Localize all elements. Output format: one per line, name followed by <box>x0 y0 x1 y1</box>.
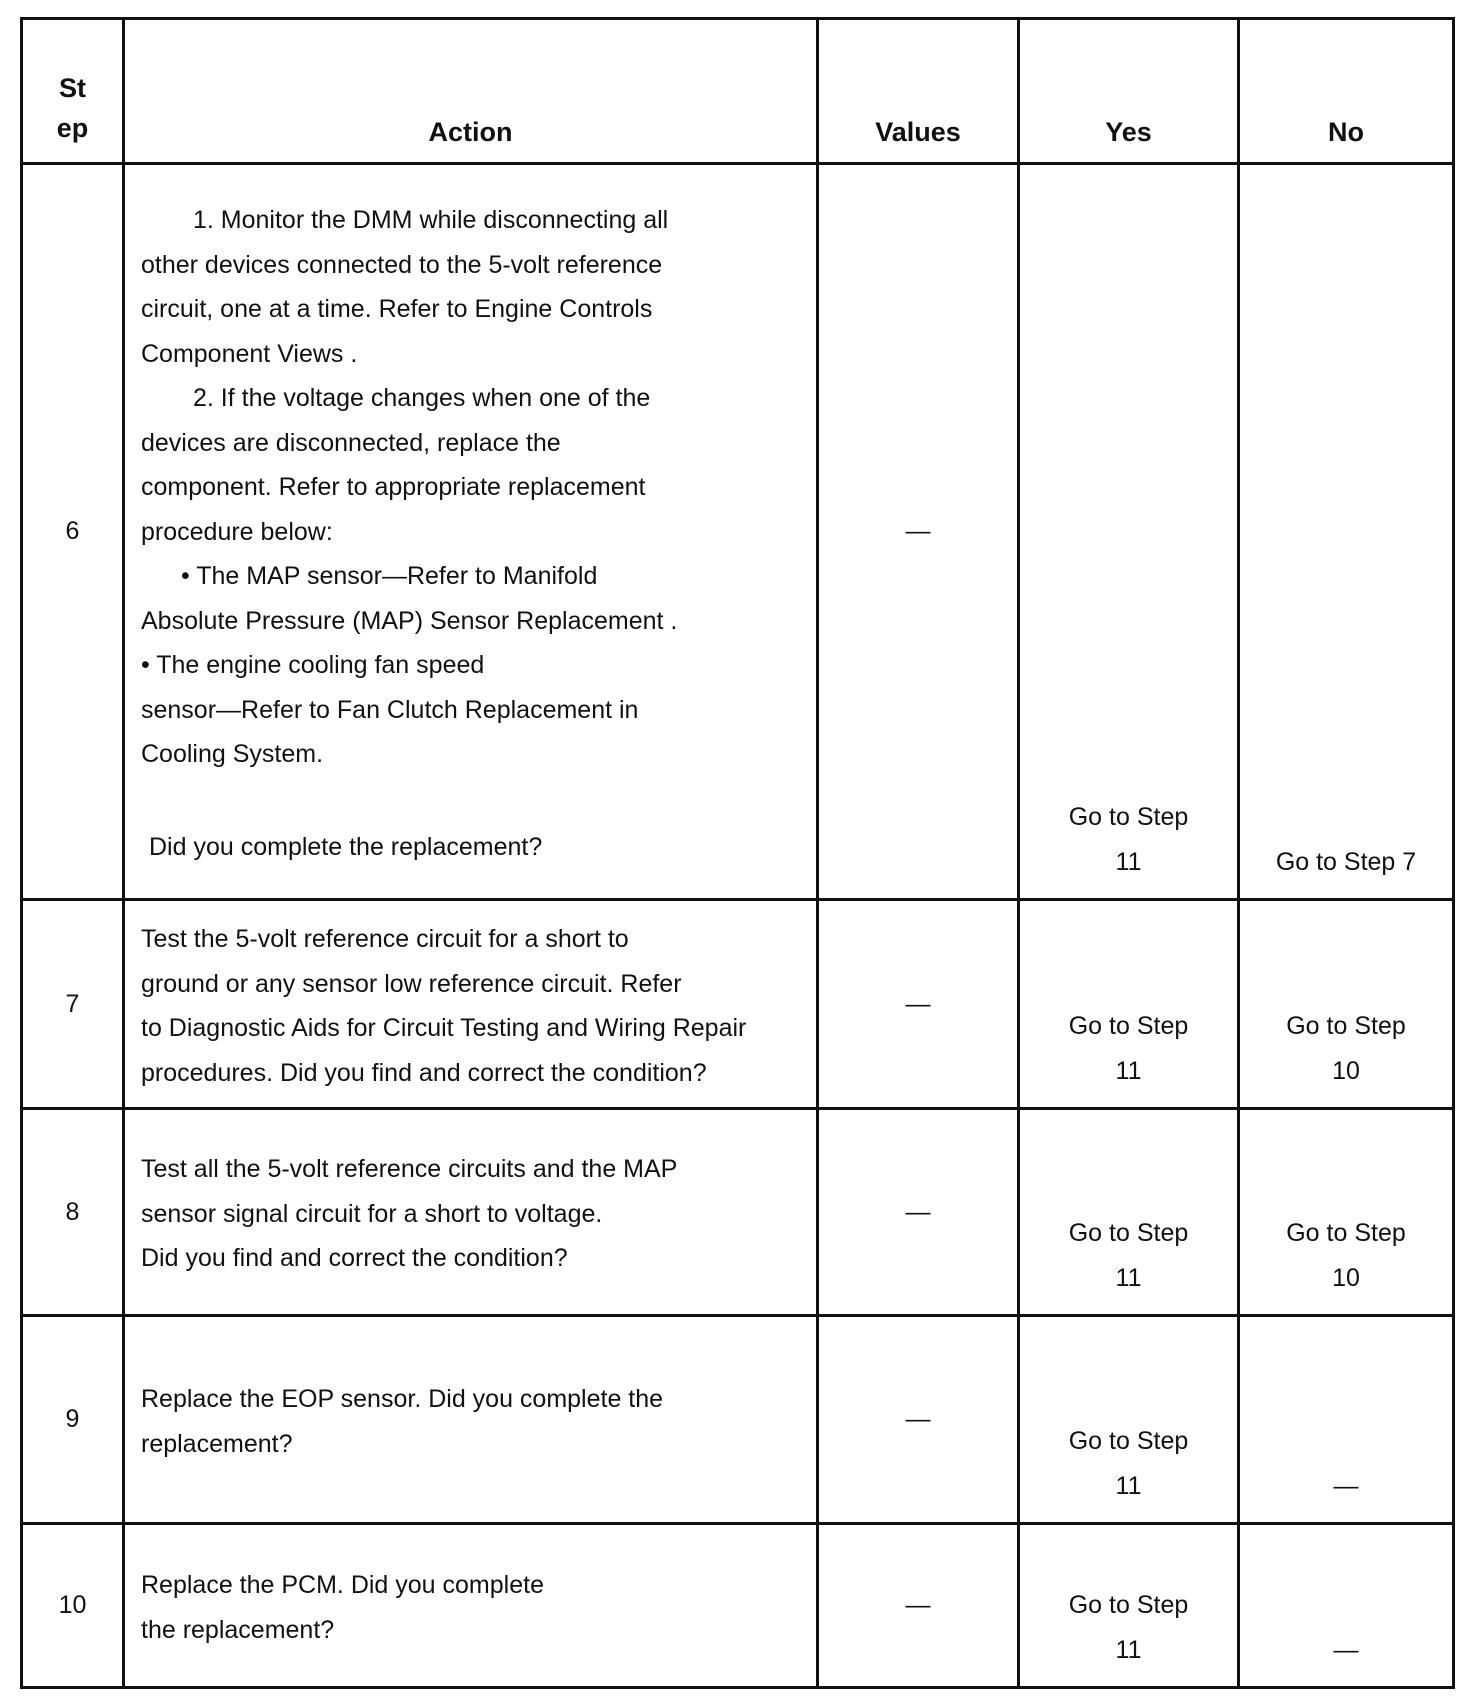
header-action: Action <box>124 19 818 164</box>
action-line: procedure below: <box>141 517 333 546</box>
no-cell: Go to Step 7 <box>1239 164 1454 900</box>
values-cell: — <box>818 1109 1019 1316</box>
table-row <box>22 900 1454 1109</box>
table-row <box>22 164 1454 900</box>
action-line: Component Views . <box>141 339 358 368</box>
action-line: component. Refer to appropriate replacement <box>141 473 646 501</box>
action-cell <box>124 164 818 900</box>
header-yes: Yes <box>1019 19 1239 164</box>
bullet-item: • The engine cooling fan speed <box>141 651 485 679</box>
action-line: 2. If the voltage changes when one of the <box>193 384 651 412</box>
action-cell: Test the 5-volt reference circuit for a short to ground or any sensor low reference circuit. Refer to Diagnostic Aids for Circuit Testing and Wiring Repair procedures. Did you find and correct the condition? <box>124 900 818 1109</box>
action-line: Cooling System. <box>141 740 324 768</box>
no-cell: Go to Step 10 <box>1239 900 1454 1109</box>
action-question: Did you complete the replacement? <box>149 832 543 861</box>
step-number: 9 <box>22 1316 124 1524</box>
action-cell: Replace the EOP sensor. Did you complete the replacement? <box>124 1316 818 1524</box>
no-cell: — <box>1239 1316 1454 1524</box>
header-values: Values <box>818 19 1019 164</box>
yes-cell: Go to Step 11 <box>1019 1316 1239 1524</box>
diagnostic-table <box>20 17 1455 1689</box>
bullet-item: • The MAP sensor—Refer to Manifold <box>181 562 598 590</box>
values-cell: — <box>818 900 1019 1109</box>
action-line: sensor—Refer to Fan Clutch Replacement in <box>141 695 639 724</box>
action-line: 1. Monitor the DMM while disconnecting all <box>193 206 669 234</box>
no-cell: — <box>1239 1524 1454 1688</box>
action-cell: Replace the PCM. Did you complete the replacement? <box>124 1524 818 1688</box>
no-cell: Go to Step 10 <box>1239 1109 1454 1316</box>
values-cell: — <box>818 1316 1019 1524</box>
step-number: 8 <box>22 1109 124 1316</box>
values-cell: — <box>818 1524 1019 1688</box>
header-step: St ep <box>22 19 124 164</box>
step-number: 10 <box>22 1524 124 1688</box>
table-row <box>22 1524 1454 1688</box>
header-no: No <box>1239 19 1454 164</box>
yes-cell: Go to Step 11 <box>1019 900 1239 1109</box>
action-line: Absolute Pressure (MAP) Sensor Replacement . <box>141 606 678 635</box>
step-number: 7 <box>22 900 124 1109</box>
yes-cell: Go to Step 11 <box>1019 164 1239 900</box>
values-cell: — <box>818 164 1019 900</box>
action-line: other devices connected to the 5-volt reference <box>141 250 663 279</box>
action-line: devices are disconnected, replace the <box>141 428 561 457</box>
header-row <box>22 19 1454 164</box>
yes-cell: Go to Step 11 <box>1019 1109 1239 1316</box>
step-number: 6 <box>22 164 124 900</box>
yes-cell: Go to Step 11 <box>1019 1524 1239 1688</box>
table-row <box>22 1109 1454 1316</box>
table-row <box>22 1316 1454 1524</box>
action-cell: Test all the 5-volt reference circuits and the MAP sensor signal circuit for a short to voltage. Did you find and correct the condition? <box>124 1109 818 1316</box>
action-line: circuit, one at a time. Refer to Engine Controls <box>141 295 653 323</box>
